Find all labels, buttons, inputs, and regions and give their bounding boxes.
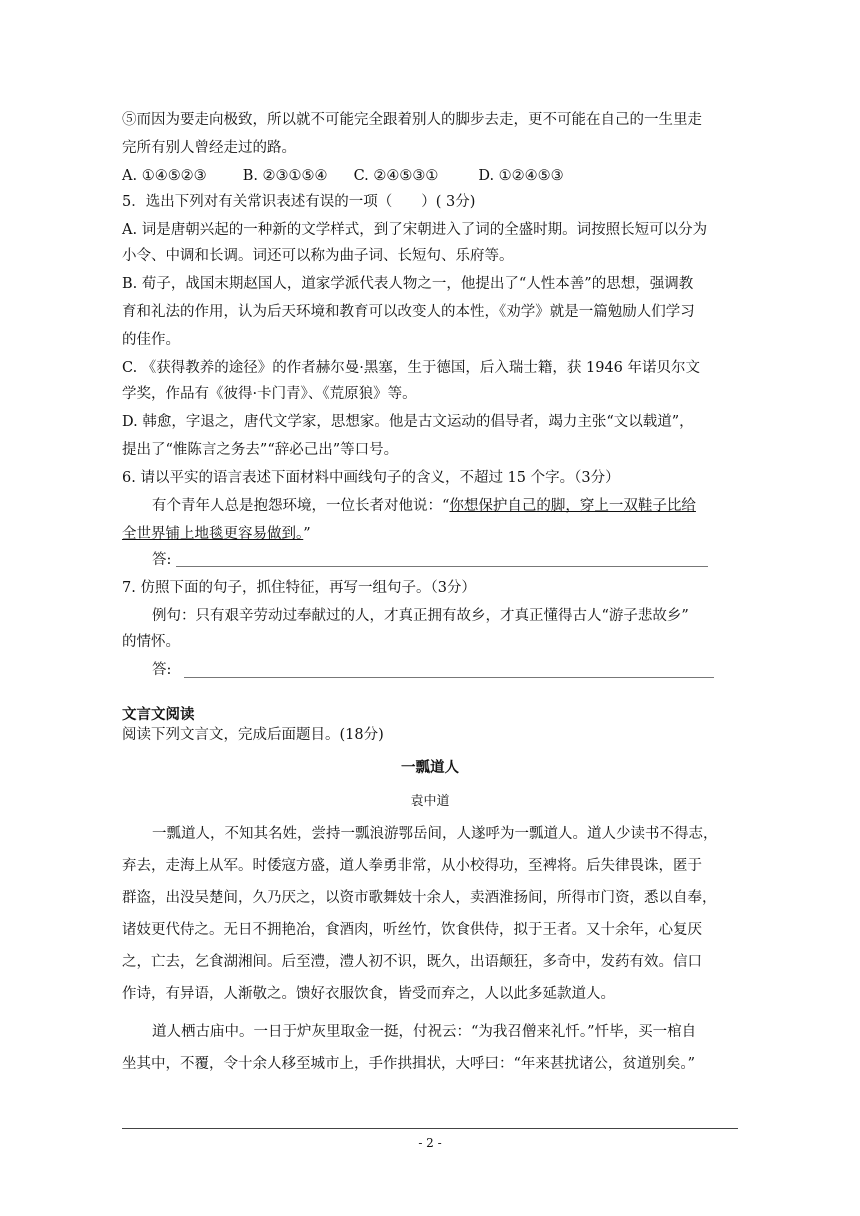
text-line: 小令、中调和长调。词还可以称为曲子词、长短句、乐府等。	[122, 248, 514, 264]
material-text: ”	[303, 526, 311, 542]
question-6-stem: 6. 请以平实的语言表述下面材料中画线句子的含义，不超过 15 个字。（3分）	[122, 470, 620, 486]
text-line: 的情怀。	[122, 634, 180, 650]
question-5-stem: 5．选出下列对有关常识表述有误的一项（ ）( 3分)	[122, 194, 476, 210]
footer-rule	[122, 1128, 738, 1129]
q7-answer-line[interactable]	[184, 677, 714, 678]
text-line: ⑤而因为要走向极致，所以就不可能完全跟着别人的脚步去走，更不可能在自己的一生里走	[122, 112, 702, 128]
q6-answer-label: 答:	[152, 552, 172, 568]
passage-line: 弃去，走海上从军。时倭寇方盛，道人拳勇非常，从小校得功，至裨将。后失律畏诛，匿于	[122, 858, 702, 874]
passage-line: 一瓢道人，不知其名姓，尝持一瓢浪游鄂岳间，人遂呼为一瓢道人。道人少读书不得志，	[152, 826, 718, 842]
underlined-sentence: 全世界铺上地毯更容易做到。	[122, 526, 304, 542]
text-line: 育和礼法的作用，认为后天环境和教育可以改变人的本性，《劝学》就是一篇勉励人们学习	[122, 304, 695, 320]
passage-line: 作诗，有异语，人渐敬之。馈好衣服饮食，皆受而弃之，人以此多延款道人。	[122, 986, 615, 1002]
option-b: B. ②③①⑤④	[242, 168, 328, 184]
passage-line: 之，亡去，乞食湖湘间。后至澧，澧人初不识，既久，出语颠狂，多奇中，发药有效。信口	[122, 954, 702, 970]
option-d: D. ①②④⑤③	[478, 168, 564, 184]
q7-answer-label: 答:	[152, 662, 172, 678]
passage-line: 坐其中，不覆，令十余人移至城市上，手作拱揖状，大呼曰：“年来甚扰诸公，贫道别矣。”	[122, 1056, 696, 1072]
q6-material-line	[122, 524, 742, 544]
passage-title: 一瓢道人	[401, 759, 459, 776]
q5-option-d: D. 韩愈，字退之，唐代文学家，思想家。他是古文运动的倡导者，竭力主张“文以载道”，	[122, 414, 694, 430]
option-a: A. ①④⑤②③	[122, 168, 207, 184]
q5-option-c: C. 《获得教养的途径》的作者赫尔曼·黑塞，生于德国，后入瑞士籍，获 1946 年诺贝尔文	[122, 360, 701, 376]
q6-answer-line[interactable]	[176, 566, 708, 567]
underlined-sentence: 你想保护自己的脚，穿上一双鞋子比给	[449, 498, 696, 514]
instruction: 阅读下列文言文，完成后面题目。(18分)	[122, 727, 384, 743]
text-line: 提出了“惟陈言之务去”“辞必己出”等口号。	[122, 442, 399, 458]
passage-line: 诸妓更代侍之。无日不拥艳冶，食酒肉，听丝竹，饮食供侍，拟于王者。又十余年，心复厌	[122, 922, 702, 938]
text-line: 的佳作。	[122, 332, 180, 348]
material-text: 有个青年人总是抱怨环境，一位长者对他说：“	[152, 498, 450, 514]
text-line: 学奖，作品有《彼得·卡门青》、《荒原狼》等。	[122, 386, 417, 402]
q4-options	[122, 166, 742, 186]
q5-option-a: A. 词是唐朝兴起的一种新的文学样式，到了宋朝进入了词的全盛时期。词按照长短可以分为	[122, 222, 708, 238]
passage-line: 群盗，出没吴楚间，久乃厌之，以资市歌舞妓十余人，卖酒淮扬间，所得市门资，悉以自奉，	[122, 890, 717, 906]
q7-example: 例句：只有艰辛劳动过奉献过的人，才真正拥有故乡，才真正懂得古人“游子悲故乡”	[152, 608, 689, 624]
question-7-stem: 7. 仿照下面的句子，抓住特征，再写一组句子。（3分）	[122, 580, 476, 596]
q5-option-b: B. 荀子，战国末期赵国人，道家学派代表人物之一，他提出了“人性本善”的思想，强调教	[122, 276, 694, 292]
section-title: 文言文阅读	[122, 706, 195, 723]
option-c: C. ②④⑤③①	[353, 168, 439, 184]
page-number: - 2 -	[418, 1136, 442, 1150]
q6-material-line	[152, 496, 742, 516]
passage-author: 袁中道	[410, 794, 450, 809]
passage-line: 道人栖古庙中。一日于炉灰里取金一挺，付祝云：“为我召僧来礼忏。”忏毕，买一棺自	[152, 1024, 697, 1040]
text-line: 完所有别人曾经走过的路。	[122, 140, 296, 156]
